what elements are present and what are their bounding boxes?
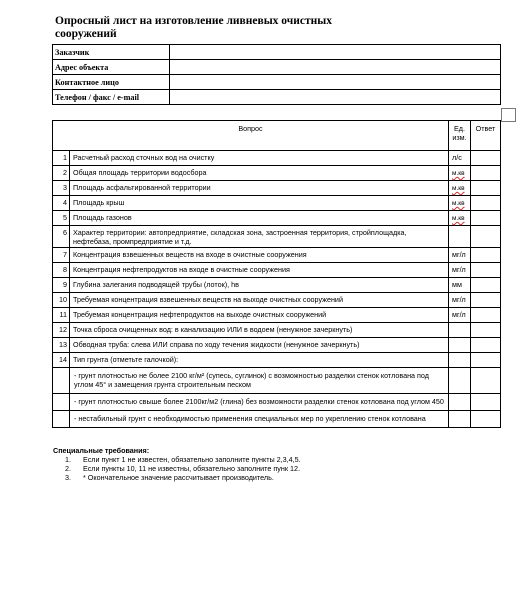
client-info-row [53,90,501,105]
special-item-text: Если пункт 1 не известен, обязательно заполните пункты 2,3,4,5. [83,455,301,464]
question-unit [449,196,471,211]
question-number: 14 [53,353,70,368]
question-row [53,211,501,226]
header-answer: Ответ [471,121,501,151]
answer-field[interactable] [471,263,501,278]
question-number: 8 [53,263,70,278]
question-row [53,196,501,211]
special-item-number: 2. [65,464,71,473]
soil-option-number-cell [53,368,70,394]
unit-label: л/с [452,153,462,162]
question-unit [449,181,471,196]
question-number: 3 [53,181,70,196]
soil-option-unit-cell [449,394,471,411]
question-text: Тип грунта (отметьте галочкой): [70,353,449,368]
unit-label: м.кв [452,170,465,177]
question-row [53,166,501,181]
question-unit [449,263,471,278]
question-unit [449,226,471,248]
client-info-label: Адрес объекта [53,60,170,75]
question-number: 4 [53,196,70,211]
questionnaire-table [52,120,501,428]
special-item-text: Если пункты 10, 11 не известны, обязательно заполните пунк 12. [83,464,300,473]
special-item [53,455,493,464]
special-heading: Специальные требования: [53,446,150,455]
header-question: Вопрос [53,121,449,151]
special-item-number: 3. [65,473,71,482]
answer-field[interactable] [471,338,501,353]
question-text: Обводная труба: слева ИЛИ справа по ходу течения жидкости (ненужное зачеркнуть) [70,338,449,353]
soil-option-unit-cell [449,368,471,394]
question-number: 6 [53,226,70,248]
answer-field[interactable] [471,323,501,338]
question-number: 12 [53,323,70,338]
client-info-value-field[interactable] [170,75,501,90]
answer-field[interactable] [471,181,501,196]
client-info-table [52,44,501,105]
question-unit [449,323,471,338]
soil-option-row [53,368,501,394]
question-text: Требуемая концентрация взвешенных веществ на выходе очистных сооружений [70,293,449,308]
answer-field[interactable] [471,353,501,368]
question-text: Концентрация взвешенных веществ на входе в очистные сооружения [70,248,449,263]
question-number: 5 [53,211,70,226]
question-unit [449,278,471,293]
answer-field[interactable] [471,248,501,263]
question-text: Характер территории: автопредприятие, складская зона, застроенная территория, стройплощадка, нефтебаза, промпредприятие и т.д. [70,226,449,248]
soil-option-checkbox[interactable] [471,411,501,428]
client-info-row [53,75,501,90]
client-info-value-field[interactable] [170,45,501,60]
question-number: 7 [53,248,70,263]
unit-label: мм [452,280,462,289]
soil-option-checkbox[interactable] [471,368,501,394]
question-text: Площадь крыш [70,196,449,211]
question-number: 9 [53,278,70,293]
special-requirements [53,446,493,482]
answer-field[interactable] [471,226,501,248]
soil-option-text: - грунт плотностью свыше более 2100кг/м2 (глина) без возможности разделки стенок котлована под углом 450 [70,394,449,411]
unit-label: мг/л [452,250,466,259]
question-row [53,248,501,263]
soil-option-text: - нестабильный грунт с необходимостью применения специальных мер по укреплению стенок котлована [70,411,449,428]
question-number: 2 [53,166,70,181]
client-info-value-field[interactable] [170,90,501,105]
question-row [53,278,501,293]
question-row [53,151,501,166]
question-unit [449,151,471,166]
soil-option-checkbox[interactable] [471,394,501,411]
header-unit: Ед. изм. [449,121,471,151]
question-unit [449,353,471,368]
table-header-row [53,121,501,151]
question-number: 11 [53,308,70,323]
unit-label: м.кв [452,200,465,207]
question-row [53,353,501,368]
soil-option-row [53,411,501,428]
client-info-row [53,45,501,60]
answer-field[interactable] [471,293,501,308]
unit-label: м.кв [452,185,465,192]
special-list [53,455,493,482]
question-text: Площадь газонов [70,211,449,226]
question-row [53,263,501,278]
soil-option-number-cell [53,394,70,411]
question-row [53,293,501,308]
answer-field[interactable] [471,196,501,211]
question-unit [449,166,471,181]
soil-option-text: - грунт плотностью не более 2100 кг/м² (супесь, суглинок) с возможностью разделки стенок котлована под углом 45° и замещения грунта строительным песком [70,368,449,394]
question-row [53,308,501,323]
question-text: Глубина залегания подводящей трубы (лоток), hв [70,278,449,293]
question-text: Общая площадь территории водосбора [70,166,449,181]
answer-field[interactable] [471,211,501,226]
question-row [53,181,501,196]
client-info-label: Контактное лицо [53,75,170,90]
unit-label: м.кв [452,215,465,222]
soil-option-unit-cell [449,411,471,428]
client-info-label: Телефон / факс / e-mail [53,90,170,105]
question-text: Требуемая концентрация нефтепродуктов на выходе очистных сооружений [70,308,449,323]
question-text: Расчетный расход сточных вод на очистку [70,151,449,166]
question-number: 1 [53,151,70,166]
document-title: Опросный лист на изготовление ливневых очистных сооружений [55,15,332,40]
special-item-text: * Окончательное значение рассчитывает производитель. [83,473,274,482]
special-item [53,464,493,473]
question-text: Концентрация нефтепродуктов на входе в очистные сооружения [70,263,449,278]
question-unit [449,293,471,308]
question-text: Точка сброса очищенных вод: в канализацию ИЛИ в водоем (ненужное зачеркнуть) [70,323,449,338]
table-move-handle[interactable] [501,108,516,122]
answer-field[interactable] [471,308,501,323]
client-info-row [53,60,501,75]
question-row [53,226,501,248]
client-info-value-field[interactable] [170,60,501,75]
soil-option-number-cell [53,411,70,428]
answer-field[interactable] [471,151,501,166]
question-number: 13 [53,338,70,353]
answer-field[interactable] [471,166,501,181]
question-row [53,338,501,353]
question-text: Площадь асфальтированной территории [70,181,449,196]
special-item-number: 1. [65,455,71,464]
unit-label: мг/л [452,310,466,319]
answer-field[interactable] [471,278,501,293]
soil-option-row [53,394,501,411]
question-unit [449,338,471,353]
question-number: 10 [53,293,70,308]
question-unit [449,211,471,226]
unit-label: мг/л [452,265,466,274]
question-unit [449,248,471,263]
question-row [53,323,501,338]
question-unit [449,308,471,323]
special-item [53,473,493,482]
unit-label: мг/л [452,295,466,304]
client-info-label: Заказчик [53,45,170,60]
